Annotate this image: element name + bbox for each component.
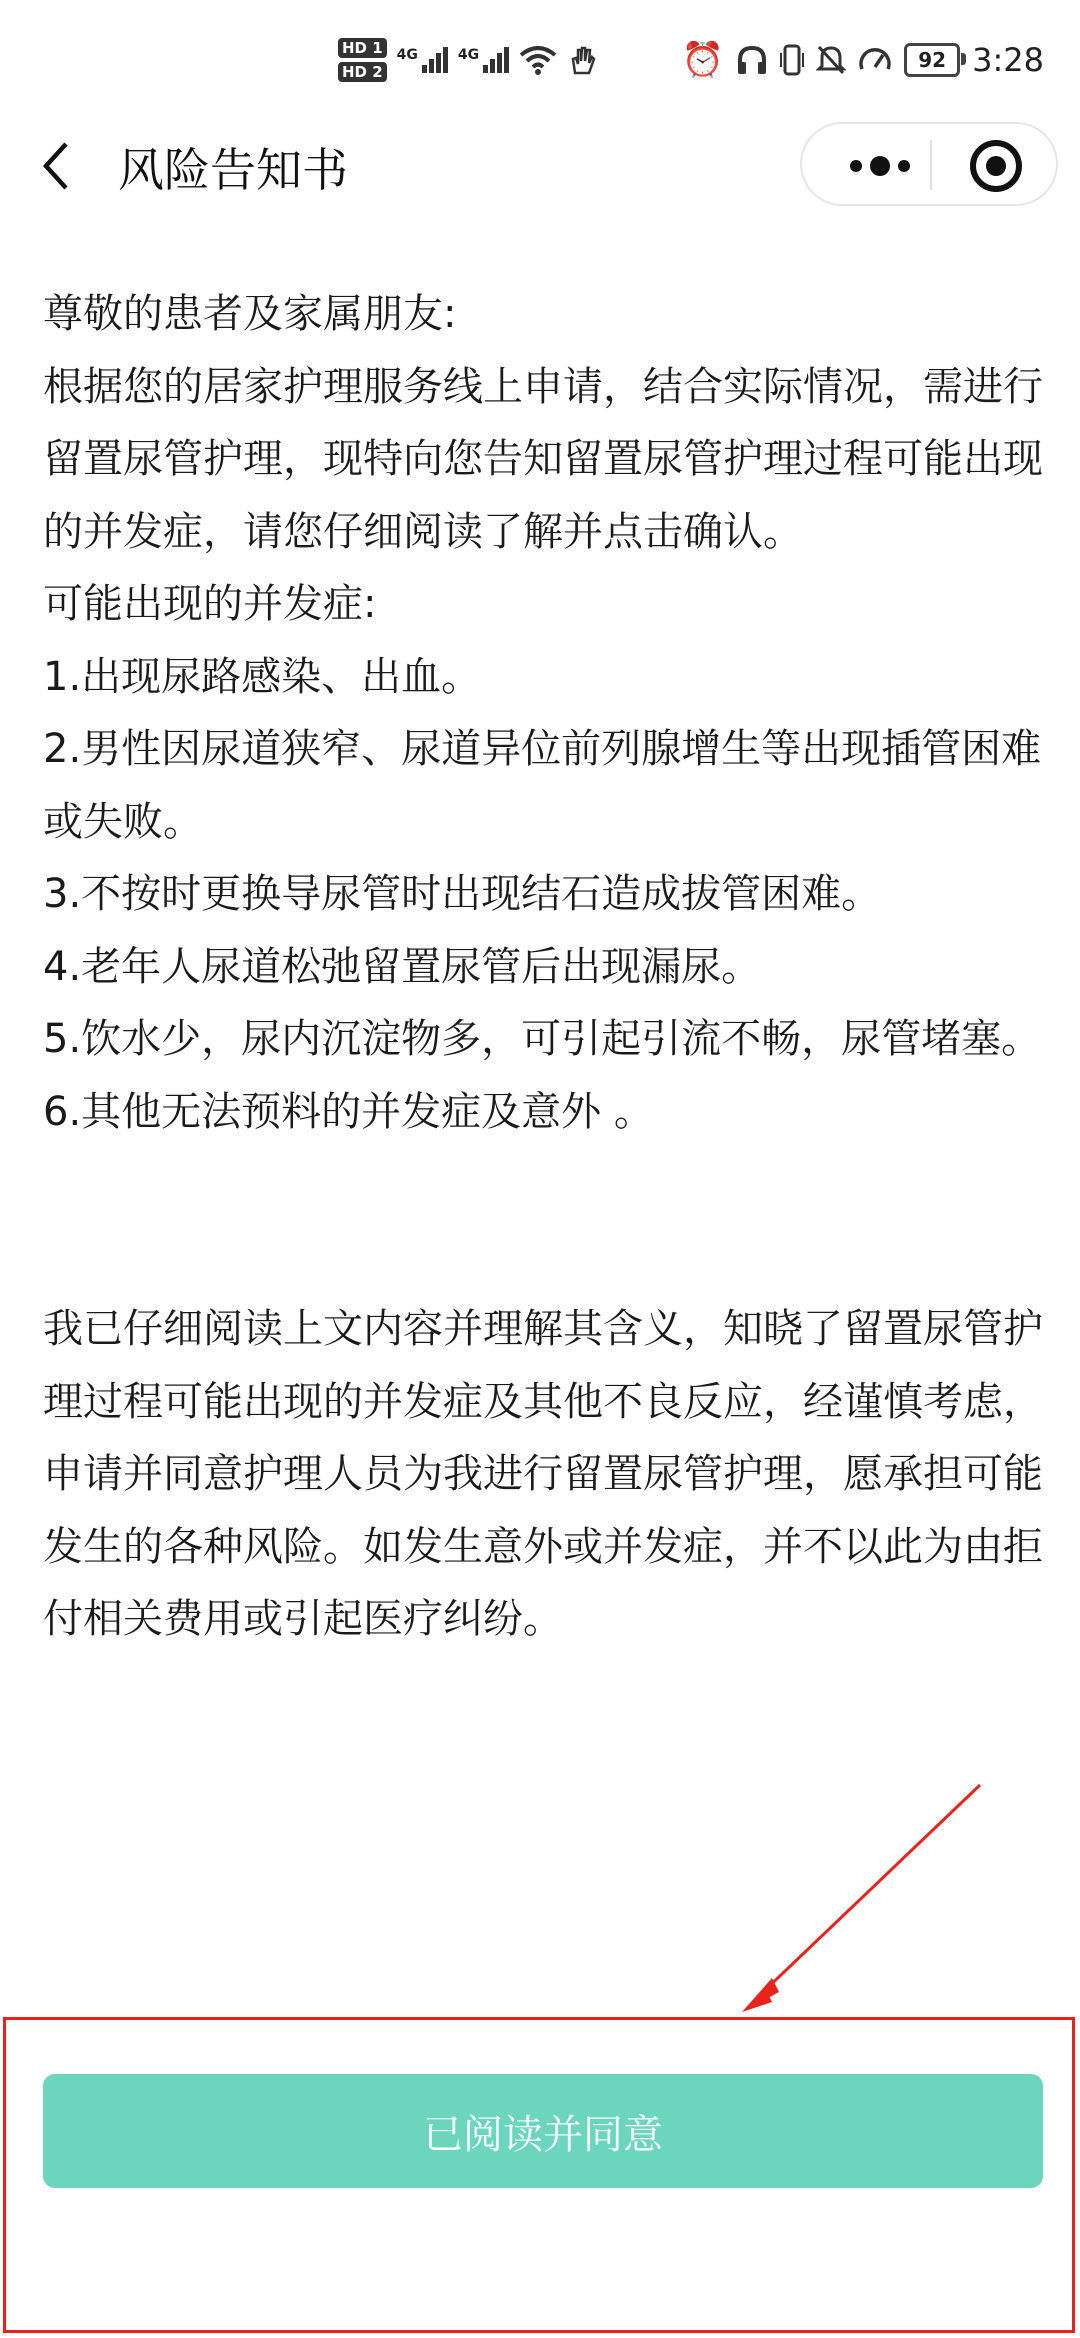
list-heading: 可能出现的并发症: [43, 581, 377, 627]
page-title: 风险告知书 [118, 143, 348, 197]
greeting-text: 尊敬的患者及家属朋友: [43, 291, 457, 337]
list-item: 5.饮水少，尿内沉淀物多，可引起引流不畅，尿管堵塞。 [43, 1016, 1042, 1062]
list-item: 6.其他无法预料的并发症及意外 。 [43, 1088, 654, 1135]
list-item: 1.出现尿路感染、出血。 [43, 653, 482, 700]
list-item: 4.老年人尿道松弛留置尿管后出现漏尿。 [43, 943, 762, 990]
network-type-label: 4G [457, 47, 480, 63]
alarm-icon: ⏰ [681, 40, 725, 80]
agree-button-label: 已阅读并同意 [423, 2111, 663, 2158]
sim1-badge: HD 1 [338, 38, 387, 58]
list-item: 3.不按时更换导尿管时出现结石造成拔管困难。 [43, 871, 882, 917]
battery-level: 92 [918, 48, 947, 72]
sim2-badge: HD 2 [338, 62, 387, 82]
intro-text: 根据您的居家护理服务线上申请，结合实际情况，需进行留置尿管护理，现特向您告知留置尿管护理过程可能出现的并发症，请您仔细阅读了解并点击确认。 [43, 363, 1043, 555]
consent-text: 我已仔细阅读上文内容并理解其含义，知晓了留置尿管护理过程可能出现的并发症及其他不良反应，经谨慎考虑，申请并同意护理人员为我进行留置尿管护理，愿承担可能发生的各种风险。如发生意外或并发症，并不以此为由拒付相关费用或引起医疗纠纷。 [43, 1306, 1043, 1642]
clock: 3:28 [972, 41, 1044, 79]
list-item: 2.男性因尿道狭窄、尿道异位前列腺增生等出现插管困难或失败。 [43, 726, 1042, 845]
network-type-label: 4G [396, 47, 418, 63]
